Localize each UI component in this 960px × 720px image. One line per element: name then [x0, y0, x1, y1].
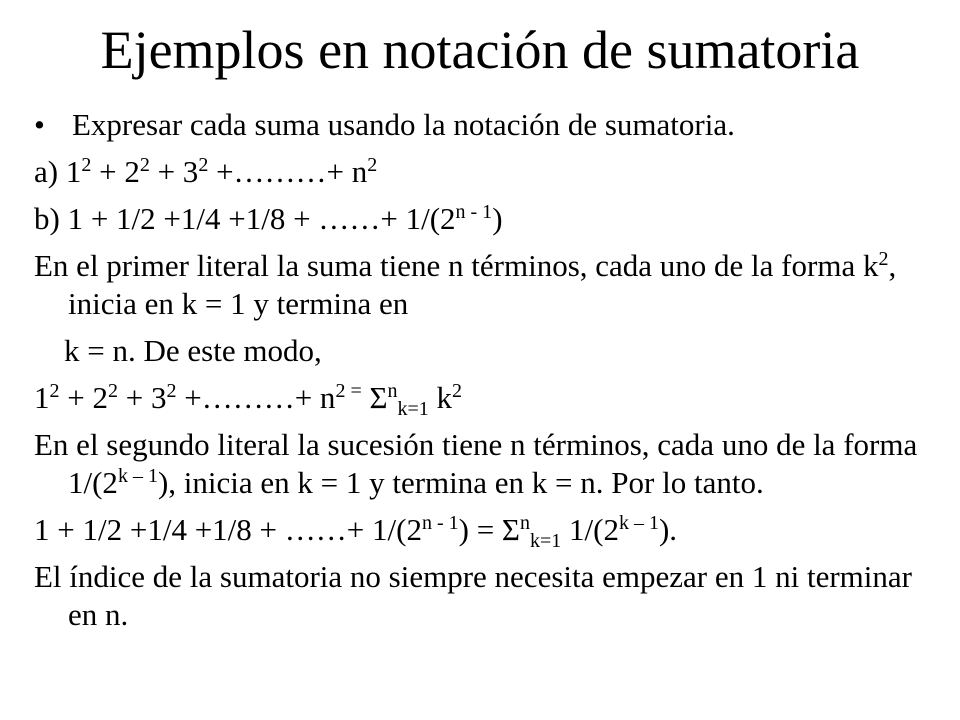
sigma-symbol: ) = Σ — [458, 512, 520, 547]
exponent: 2 — [49, 380, 60, 402]
explanation-text: , inicia en k = 1 y termina en — [68, 248, 897, 321]
explanation-text: ), inicia en k = 1 y termina en k = n. Por lo tanto. — [157, 465, 764, 500]
explanation-first — [34, 247, 934, 323]
exponent: 2 = — [335, 380, 362, 402]
equation-text: + 2 — [59, 380, 108, 415]
upper-limit: n — [387, 380, 398, 402]
example-b-text: b) 1 + 1/2 +1/4 +1/8 + ……+ 1/(2 — [34, 201, 456, 236]
example-b-text: ) — [492, 201, 503, 236]
example-a-text: a) 1 — [34, 154, 82, 189]
example-a-text: + 3 — [149, 154, 199, 189]
equation-text: k — [428, 380, 453, 415]
lower-limit: k=1 — [397, 398, 429, 420]
exponent: 2 — [198, 154, 209, 176]
example-a — [34, 153, 934, 191]
exponent: 2 — [878, 248, 889, 270]
exponent: 2 — [107, 380, 118, 402]
intro-bullet — [34, 106, 934, 144]
explanation-text: En el segundo literal la sucesión tiene n términos, cada uno de la forma 1/(2 — [34, 427, 918, 500]
equation-first — [34, 379, 934, 420]
exponent: k – 1 — [117, 465, 158, 487]
exponent: k – 1 — [618, 512, 659, 534]
equation-second — [34, 511, 934, 552]
bullet-icon: • — [34, 107, 45, 142]
equation-text: 1 + 1/2 +1/4 +1/8 + ……+ 1/(2 — [34, 512, 422, 547]
example-a-text: +………+ n — [208, 154, 368, 189]
equation-text: + 3 — [117, 380, 167, 415]
exponent: n - 1 — [455, 201, 493, 223]
equation-text: 1/(2 — [561, 512, 619, 547]
example-b — [34, 200, 934, 238]
exponent: 2 — [139, 154, 150, 176]
explanation-second — [34, 426, 934, 502]
exponent: n - 1 — [421, 512, 459, 534]
exponent: 2 — [452, 380, 463, 402]
equation-text: +………+ n — [176, 380, 336, 415]
sigma-symbol: Σ — [361, 380, 388, 415]
exponent: 2 — [81, 154, 92, 176]
equation-text: 1 — [34, 380, 50, 415]
slide-title: Ejemplos en notación de sumatoria — [100, 20, 860, 80]
explanation-first-cont: k = n. De este modo, — [64, 333, 322, 368]
example-a-text: + 2 — [91, 154, 140, 189]
final-remark: El índice de la sumatoria no siempre necesita empezar en 1 ni terminar en n. — [34, 559, 912, 632]
upper-limit: n — [519, 512, 530, 534]
lower-limit: k=1 — [529, 530, 562, 552]
explanation-text: En el primer literal la suma tiene n términos, cada uno de la forma k — [34, 248, 879, 283]
equation-text: ). — [658, 512, 678, 547]
exponent: 2 — [367, 154, 378, 176]
intro-text: Expresar cada suma usando la notación de sumatoria. — [72, 107, 735, 142]
slide-body — [34, 106, 934, 643]
exponent: 2 — [166, 380, 177, 402]
